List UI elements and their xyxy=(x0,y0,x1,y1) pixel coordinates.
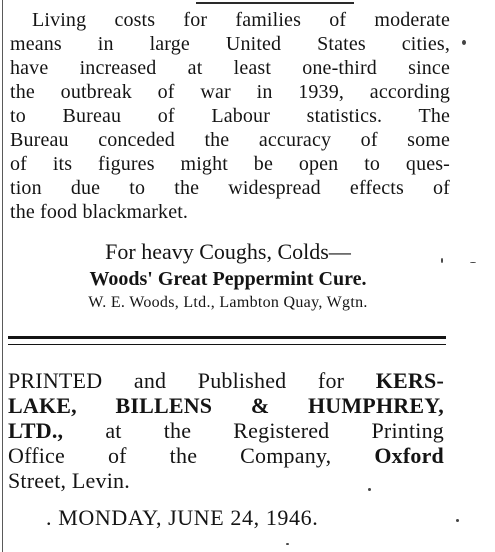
imprint-bold-text: LTD., xyxy=(8,418,64,443)
article-line: the outbreak of war in 1939, according xyxy=(10,81,450,103)
article-line: tion due to the widespread effects of xyxy=(10,177,450,199)
printer-imprint xyxy=(8,368,444,493)
article-line: to Bureau of Labour statistics. The xyxy=(10,105,450,127)
top-rule xyxy=(196,2,354,4)
dateline: . MONDAY, JUNE 24, 1946. xyxy=(46,505,319,530)
imprint-line: Street, Levin. xyxy=(8,468,130,493)
article-line: Bureau conceded the accuracy of some xyxy=(10,129,450,151)
imprint-text: PRINTED and Published for xyxy=(8,368,376,393)
print-speck xyxy=(462,40,466,45)
imprint-line: LAKE, BILLENS & HUMPHREY, xyxy=(8,393,444,418)
print-speck xyxy=(470,262,476,263)
print-speck xyxy=(456,519,459,522)
imprint-text: Office of the Company, xyxy=(8,443,375,468)
section-divider-thick xyxy=(8,336,446,339)
article-line: have increased at least one-third since xyxy=(10,57,450,79)
ad-maker: W. E. Woods, Ltd., Lambton Quay, Wgtn. xyxy=(88,294,368,311)
advertisement xyxy=(6,238,450,314)
article-line: the food blackmarket. xyxy=(10,201,189,223)
imprint-line xyxy=(8,443,444,468)
ad-headline: For heavy Coughs, Colds— xyxy=(105,239,351,264)
article-line: Living costs for families of moderate xyxy=(32,9,450,31)
imprint-line xyxy=(8,368,444,393)
imprint-bold-text: Oxford xyxy=(374,443,444,468)
news-article xyxy=(10,8,450,224)
article-line: means in large United States cities, xyxy=(10,33,450,55)
print-speck xyxy=(368,488,371,491)
imprint-text: at the Registered Printing xyxy=(63,418,444,443)
section-divider-thin xyxy=(8,344,446,345)
article-line: of its figures might be open to ques- xyxy=(10,153,450,175)
column-rule xyxy=(2,0,3,552)
imprint-line xyxy=(8,418,444,443)
print-speck xyxy=(441,258,443,263)
print-speck xyxy=(286,543,289,545)
ad-product-name: Woods' Great Peppermint Cure. xyxy=(89,268,367,290)
imprint-bold-text: KERS- xyxy=(375,368,444,393)
